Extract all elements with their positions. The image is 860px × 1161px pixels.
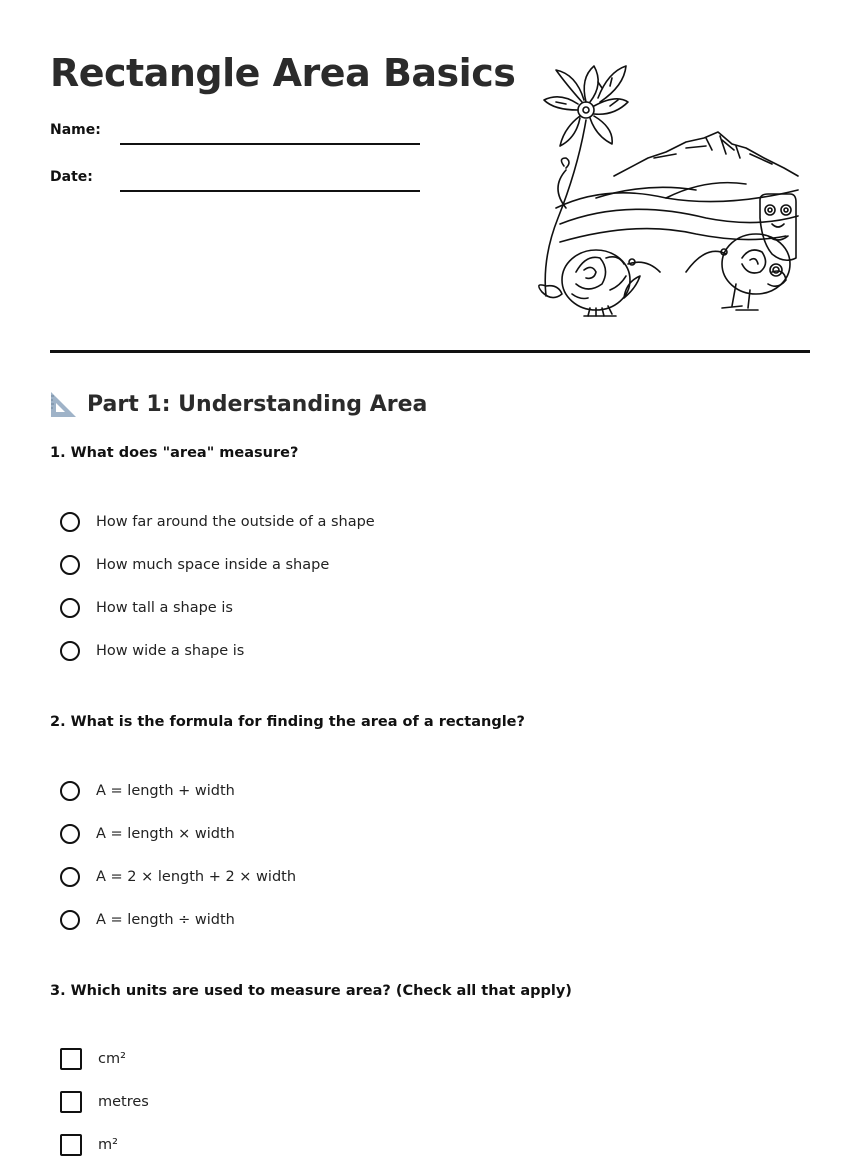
q1-option-3-radio[interactable] (60, 598, 80, 618)
part1-title: Part 1: Understanding Area (87, 391, 428, 417)
q1-option-3-label: How tall a shape is (96, 600, 233, 616)
question-1-prompt: 1. What does "area" measure? (50, 445, 299, 461)
q2-option-1-radio[interactable] (60, 781, 80, 801)
name-label: Name: (50, 122, 101, 138)
q3-option-3[interactable] (60, 1132, 118, 1158)
q3-option-3-checkbox[interactable] (60, 1134, 82, 1156)
q2-option-4-label: A = length ÷ width (96, 912, 235, 928)
worksheet-title: Rectangle Area Basics (50, 51, 516, 95)
q1-option-4-label: How wide a shape is (96, 643, 245, 659)
q3-option-2-label: metres (98, 1094, 149, 1110)
section-divider (50, 350, 810, 353)
q3-option-1[interactable] (60, 1046, 126, 1072)
q2-option-3-radio[interactable] (60, 867, 80, 887)
q2-option-4[interactable] (60, 907, 235, 933)
q3-option-2-checkbox[interactable] (60, 1091, 82, 1113)
q1-option-1[interactable] (60, 509, 375, 535)
q3-option-3-label: m² (98, 1137, 118, 1153)
q3-option-1-checkbox[interactable] (60, 1048, 82, 1070)
q1-option-2-radio[interactable] (60, 555, 80, 575)
q1-option-4-radio[interactable] (60, 641, 80, 661)
q2-option-3-label: A = 2 × length + 2 × width (96, 869, 297, 885)
date-label: Date: (50, 169, 93, 185)
q1-option-1-radio[interactable] (60, 512, 80, 532)
q2-option-2-label: A = length × width (96, 826, 235, 842)
q1-option-4[interactable] (60, 638, 244, 664)
set-square-icon (50, 391, 77, 418)
kiwi-birds-mountain-illustration (536, 58, 802, 318)
q2-option-1[interactable] (60, 778, 235, 804)
q1-option-2[interactable] (60, 552, 329, 578)
q2-option-2-radio[interactable] (60, 824, 80, 844)
q3-option-1-label: cm² (98, 1051, 126, 1067)
question-2-prompt: 2. What is the formula for finding the area of a rectangle? (50, 714, 525, 730)
q2-option-2[interactable] (60, 821, 235, 847)
q2-option-4-radio[interactable] (60, 910, 80, 930)
q1-option-2-label: How much space inside a shape (96, 557, 330, 573)
q2-option-1-label: A = length + width (96, 783, 235, 799)
date-field-line[interactable] (120, 190, 420, 192)
q3-option-2[interactable] (60, 1089, 149, 1115)
question-3-prompt: 3. Which units are used to measure area? (Check all that apply) (50, 983, 572, 999)
q1-option-3[interactable] (60, 595, 233, 621)
q2-option-3[interactable] (60, 864, 296, 890)
part1-header (50, 388, 427, 420)
q1-option-1-label: How far around the outside of a shape (96, 514, 375, 530)
name-field-line[interactable] (120, 143, 420, 145)
